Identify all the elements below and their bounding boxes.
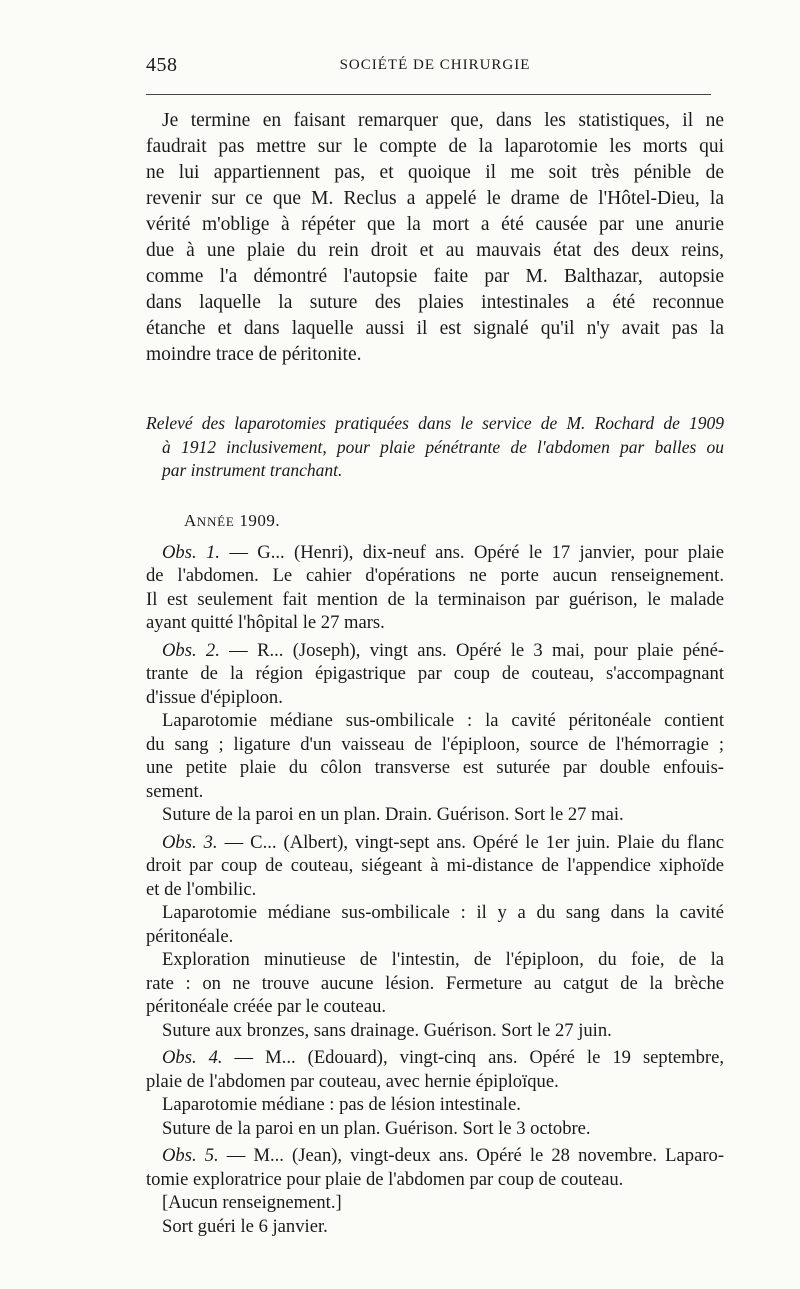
text-line: tomie exploratrice pour plaie de l'abdomen par coup de couteau. [146, 1168, 624, 1190]
text-line: dans laquelle la suture des plaies intestinales a été reconnue [146, 292, 724, 313]
text-line: péritonéale. [146, 925, 234, 947]
observation-label: Obs. 3. [162, 831, 218, 853]
text-line: trante de la région épigastrique par coup de couteau, s'accompagnant [146, 663, 724, 684]
text-line: Je termine en faisant remarquer que, dans les statistiques, il ne [162, 110, 724, 131]
observation-text: — C... (Albert), vingt-sept ans. Opéré le 1er juin. Plaie du flanc [217, 831, 724, 853]
running-title: SOCIÉTÉ DE CHIRURGIE [339, 57, 531, 73]
text-line: ayant quitté l'hôpital le 27 mars. [146, 612, 385, 633]
text-line: d'issue d'épiploon. [146, 686, 283, 708]
text-line [146, 541, 724, 565]
text-line: plaie de l'abdomen par couteau, avec hernie épiploïque. [146, 1070, 559, 1092]
text-line: Il est seulement fait mention de la terminaison par guérison, le malade [146, 588, 724, 610]
text-line: moindre trace de péritonite. [146, 344, 362, 365]
text-line: Suture de la paroi en un plan. Guérison. Sort le 3 octobre. [162, 1117, 591, 1139]
text-line: Laparotomie médiane sus-ombilicale : il y a du sang dans la cavité [162, 902, 724, 923]
text-line: droit par coup de couteau, siégeant à mi-distance de l'appendice xiphoïde [146, 855, 724, 876]
caption-line: par instrument tranchant. [162, 460, 343, 480]
text-line: comme l'a démontré l'autopsie faite par M. Balthazar, autopsie [146, 266, 724, 287]
text-line: [Aucun renseignement.] [162, 1192, 342, 1213]
observations [146, 541, 724, 1239]
page-number: 458 [146, 54, 178, 76]
caption-line: Relevé des laparotomies pratiquées dans le service de M. Rochard de 1909 [146, 413, 724, 433]
text-line: une petite plaie du côlon transverse est suturée par double enfouis- [146, 757, 724, 778]
text-line: Laparotomie médiane sus-ombilicale : la cavité péritonéale contient [162, 710, 724, 731]
observation-text: — M... (Jean), vingt-deux ans. Opéré le 28 novembre. Laparo- [218, 1145, 724, 1166]
text-line: Suture de la paroi en un plan. Drain. Guérison. Sort le 27 mai. [162, 804, 624, 825]
text-line: du sang ; ligature d'un vaisseau de l'épiploon, source de l'hémorragie ; [146, 733, 724, 755]
text-line: due à une plaie du rein droit et au mauvais état des deux reins, [146, 240, 724, 261]
text-line [146, 1046, 724, 1070]
observation-text: — G... (Henri), dix-neuf ans. Opéré le 17 janvier, pour plaie [219, 541, 724, 563]
observation-2 [146, 639, 724, 827]
text-line: Exploration minutieuse de l'intestin, de l'épiploon, du foie, de la [162, 949, 724, 970]
intro-paragraph [146, 108, 724, 368]
text-line: rate : on ne trouve aucune lésion. Fermeture au catgut de la brèche [146, 972, 724, 994]
observation-text: — M... (Edouard), vingt-cinq ans. Opéré le 19 septembre, [222, 1047, 724, 1068]
text-line [146, 639, 724, 663]
text-line: Laparotomie médiane : pas de lésion intestinale. [162, 1094, 521, 1115]
text-line: faudrait pas mettre sur le compte de la laparotomie les morts qui [146, 136, 724, 157]
year-label-initial: A [184, 510, 197, 530]
text-line: étanche et dans laquelle aussi il est signalé qu'il n'y avait pas la [146, 318, 724, 339]
observation-label: Obs. 1. [162, 541, 220, 563]
observation-1 [146, 541, 724, 635]
observation-4 [146, 1046, 724, 1140]
text-line [146, 1144, 724, 1168]
observation-5 [146, 1144, 724, 1238]
observation-label: Obs. 4. [162, 1047, 223, 1068]
year-heading [146, 509, 724, 533]
page-header [146, 52, 724, 78]
observation-label: Obs. 2. [162, 639, 220, 661]
observation-label: Obs. 5. [162, 1145, 219, 1166]
text-line: Suture aux bronzes, sans drainage. Guérison. Sort le 27 juin. [162, 1019, 612, 1041]
observation-text: — R... (Joseph), vingt ans. Opéré le 3 mai, pour plaie péné- [219, 639, 724, 661]
text-line: et de l'ombilic. [146, 878, 257, 900]
text-line: revenir sur ce que M. Reclus a appelé le drame de l'Hôtel-Dieu, la [146, 188, 724, 209]
text-line: péritonéale créée par le couteau. [146, 996, 387, 1017]
text-line: Sort guéri le 6 janvier. [162, 1215, 328, 1237]
page-body [146, 108, 724, 1238]
caption-line: à 1912 inclusivement, pour plaie pénétrante de l'abdomen par balles ou [162, 436, 724, 457]
text-line: sement. [146, 780, 204, 802]
text-line: vérité m'oblige à répéter que la mort a été causée par une anurie [146, 214, 724, 235]
text-line [146, 831, 724, 855]
table-caption [146, 412, 724, 483]
year-label-rest: NNÉE [196, 513, 235, 529]
text-line: de l'abdomen. Le cahier d'opérations ne porte aucun renseignement. [146, 565, 724, 586]
text-line: ne lui appartiennent pas, et quoique il me soit très pénible de [146, 162, 724, 183]
observation-3 [146, 831, 724, 1043]
header-rule [146, 94, 711, 95]
year-value: 1909. [239, 510, 281, 530]
